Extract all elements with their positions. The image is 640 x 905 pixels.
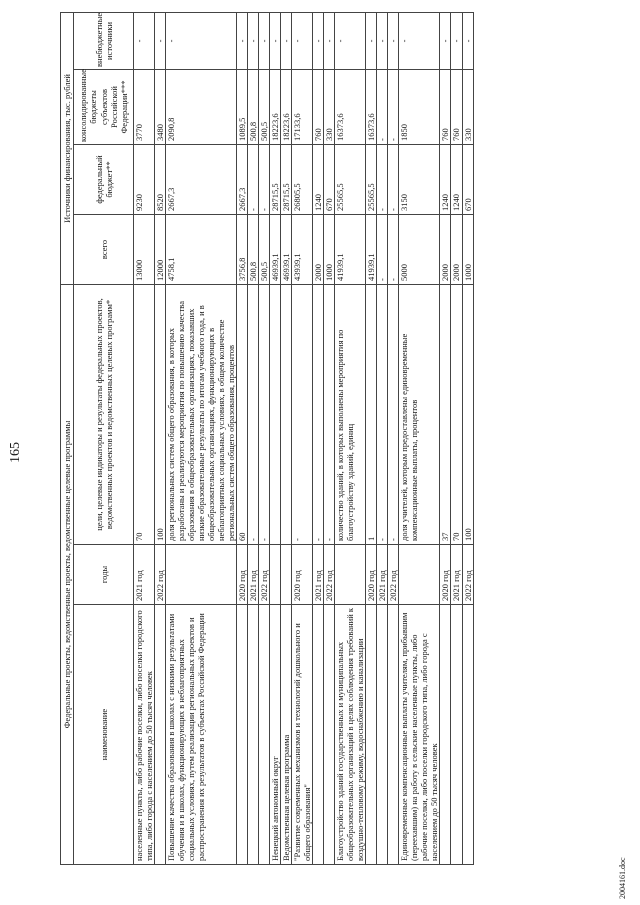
row-federal: 28715,5 — [270, 144, 281, 214]
row-federal: 25565,5 — [335, 144, 366, 214]
row-name — [259, 605, 270, 865]
table-row — [259, 12, 270, 864]
row-regional: 18223,6 — [281, 69, 292, 144]
row-extra: - — [281, 12, 292, 69]
row-year: 2022 год — [462, 545, 473, 605]
row-total: 2000 — [313, 214, 324, 284]
row-regional: 18223,6 — [270, 69, 281, 144]
row-year: 2021 год — [134, 545, 155, 605]
row-year: 2020 год — [366, 545, 377, 605]
row-year: 2022 год — [388, 545, 399, 605]
row-regional: - — [377, 69, 388, 144]
row-indicator: - — [388, 284, 399, 544]
table-row — [440, 12, 451, 864]
row-indicator: - — [292, 284, 313, 544]
table-row — [388, 12, 399, 864]
row-total: 4758,1 — [166, 214, 237, 284]
budget-table — [60, 12, 474, 865]
row-name — [377, 605, 388, 865]
table-row — [399, 12, 440, 864]
row-total: 13000 — [134, 214, 155, 284]
table-row — [134, 12, 155, 864]
row-name: Ненецкий автономный округ — [270, 605, 281, 865]
row-extra: - — [399, 12, 440, 69]
row-extra: - — [324, 12, 335, 69]
row-year: 2022 год — [155, 545, 166, 605]
row-extra: - — [377, 12, 388, 69]
row-total: 3756,8 — [237, 214, 248, 284]
row-extra: - — [259, 12, 270, 69]
row-year — [270, 545, 281, 605]
row-total: 1000 — [324, 214, 335, 284]
row-regional: 3770 — [134, 69, 155, 144]
row-indicator: 100 — [155, 284, 166, 544]
table-row — [377, 12, 388, 864]
row-federal: - — [388, 144, 399, 214]
row-total: 43939,1 — [292, 214, 313, 284]
table-row — [281, 12, 292, 864]
table-row — [155, 12, 166, 864]
table-row — [451, 12, 462, 864]
row-year — [166, 545, 237, 605]
row-year: 2020 год — [292, 545, 313, 605]
table-row — [270, 12, 281, 864]
table-row — [462, 12, 473, 864]
row-federal: 1240 — [313, 144, 324, 214]
row-extra: - — [388, 12, 399, 69]
row-total: 1000 — [462, 214, 473, 284]
header-total: всего — [74, 214, 134, 284]
row-total: 500,8 — [248, 214, 259, 284]
row-name: населенные пункты, либо рабочие поселки, либо поселки городского типа, либо города с населением до 50 тысяч человек — [134, 605, 155, 865]
row-indicator: доля региональных систем общего образования, в которых разработаны и реализуются мероприятия по повышению качества образования в общеобразовательных организациях, показавших низкие образовательные результаты по итогам учебного года, и в общеобразовательных организациях, функционирующих в неблагоприятных социальных условиях, в общем количестве региональных систем общего образования, процентов — [166, 284, 237, 544]
row-regional: 330 — [462, 69, 473, 144]
row-indicator: - — [248, 284, 259, 544]
row-extra: - — [270, 12, 281, 69]
header-group-projects: Федеральные проекты, ведомственные проекты, ведомственные целевые программы — [61, 284, 74, 864]
row-year — [399, 545, 440, 605]
row-name: "Развитие современных механизмов и технологий дошкольного и общего образования" — [292, 605, 313, 865]
row-extra: - — [313, 12, 324, 69]
row-indicator — [270, 284, 281, 544]
header-group-funding: Источники финансирования, тыс. рублей — [61, 12, 74, 284]
row-indicator: доля учителей, которым предоставлены единовременные компенсационные выплаты, процентов — [399, 284, 440, 544]
row-extra: - — [237, 12, 248, 69]
row-extra: - — [248, 12, 259, 69]
row-indicator: 37 — [440, 284, 451, 544]
row-total: 500,5 — [259, 214, 270, 284]
header-indicators: цели, целевые индикаторы и результаты федеральных проектов, ведомственных проектов и ведомственных целевых программ* — [74, 284, 134, 544]
row-year: 2021 год — [248, 545, 259, 605]
table-row — [237, 12, 248, 864]
row-indicator: - — [313, 284, 324, 544]
row-regional: 330 — [324, 69, 335, 144]
header-years: годы — [74, 545, 134, 605]
row-federal: 1240 — [451, 144, 462, 214]
row-federal: 670 — [324, 144, 335, 214]
row-extra: - — [134, 12, 155, 69]
row-regional: 1850 — [399, 69, 440, 144]
row-year: 2021 год — [377, 545, 388, 605]
row-year: 2021 год — [451, 545, 462, 605]
row-total: 5000 — [399, 214, 440, 284]
row-regional: 2090,8 — [166, 69, 237, 144]
row-indicator: - — [377, 284, 388, 544]
row-federal: - — [248, 144, 259, 214]
row-total: 41939,1 — [366, 214, 377, 284]
row-name — [313, 605, 324, 865]
row-indicator: - — [259, 284, 270, 544]
row-federal: 2667,3 — [237, 144, 248, 214]
row-federal: 25565,5 — [366, 144, 377, 214]
row-name: Благоустройство зданий государственных и муниципальных общеобразовательных организаций в целях соблюдения требований к воздушно-тепловому режиму, водоснабжению и канализации — [335, 605, 366, 865]
table-row — [366, 12, 377, 864]
row-regional: 17133,6 — [292, 69, 313, 144]
row-name: Единовременные компенсационные выплаты учителям, прибывшим (переехавшим) на работу в сельские населенные пункты, либо рабочие поселки, либо поселки городского типа, либо города с населением до 50 тысяч человек — [399, 605, 440, 865]
header-extra: внебюджетные источники — [74, 12, 134, 69]
row-federal: 670 — [462, 144, 473, 214]
page-number: 165 — [8, 442, 23, 463]
row-indicator: 1 — [366, 284, 377, 544]
row-indicator: 60 — [237, 284, 248, 544]
row-extra: - — [292, 12, 313, 69]
row-name — [248, 605, 259, 865]
row-indicator: - — [324, 284, 335, 544]
row-extra: - — [366, 12, 377, 69]
row-name — [155, 605, 166, 865]
row-year: 2020 год — [440, 545, 451, 605]
row-federal: - — [377, 144, 388, 214]
row-extra: - — [166, 12, 237, 69]
row-regional: - — [388, 69, 399, 144]
row-federal: 26805,5 — [292, 144, 313, 214]
row-indicator: 70 — [451, 284, 462, 544]
row-total: 46939,1 — [270, 214, 281, 284]
header-federal: федеральный бюджет** — [74, 144, 134, 214]
row-total: 41939,1 — [335, 214, 366, 284]
row-extra: - — [451, 12, 462, 69]
header-regional: консолидированные бюджеты субъектов Российской Федерации*** — [74, 69, 134, 144]
row-regional: 500,8 — [248, 69, 259, 144]
row-name — [451, 605, 462, 865]
table-body — [134, 12, 474, 864]
row-indicator: количество зданий, в которых выполнены мероприятия по благоустройству зданий, единиц — [335, 284, 366, 544]
row-federal: 3150 — [399, 144, 440, 214]
row-name: Ведомственная целевая программа — [281, 605, 292, 865]
row-indicator: 100 — [462, 284, 473, 544]
row-total: - — [388, 214, 399, 284]
row-total: - — [377, 214, 388, 284]
row-total: 2000 — [440, 214, 451, 284]
row-name — [388, 605, 399, 865]
row-name — [324, 605, 335, 865]
row-extra: - — [462, 12, 473, 69]
row-indicator — [281, 284, 292, 544]
row-regional: 500,5 — [259, 69, 270, 144]
row-year: 2022 год — [259, 545, 270, 605]
row-regional: 760 — [451, 69, 462, 144]
row-federal: 1240 — [440, 144, 451, 214]
row-federal: 8520 — [155, 144, 166, 214]
row-regional: 16373,6 — [335, 69, 366, 144]
row-total: 46939,1 — [281, 214, 292, 284]
row-federal: 28715,5 — [281, 144, 292, 214]
row-regional: 760 — [440, 69, 451, 144]
table-row — [324, 12, 335, 864]
row-year — [281, 545, 292, 605]
row-year: 2021 год — [313, 545, 324, 605]
row-regional: 1089,5 — [237, 69, 248, 144]
row-total: 2000 — [451, 214, 462, 284]
row-extra: - — [155, 12, 166, 69]
table-row — [248, 12, 259, 864]
row-total: 12000 — [155, 214, 166, 284]
row-federal: 9230 — [134, 144, 155, 214]
row-name — [462, 605, 473, 865]
row-regional: 760 — [313, 69, 324, 144]
row-year: 2020 год — [237, 545, 248, 605]
row-regional: 16373,6 — [366, 69, 377, 144]
row-federal: 2667,3 — [166, 144, 237, 214]
header-name: наименование — [74, 605, 134, 865]
row-year — [335, 545, 366, 605]
row-year: 2022 год — [324, 545, 335, 605]
row-extra: - — [440, 12, 451, 69]
row-extra: - — [335, 12, 366, 69]
table-row — [166, 12, 237, 864]
row-regional: 3480 — [155, 69, 166, 144]
row-indicator: 70 — [134, 284, 155, 544]
file-name: 2004161.doc — [618, 857, 627, 899]
table-row — [292, 12, 313, 864]
row-name — [237, 605, 248, 865]
row-name — [366, 605, 377, 865]
row-name: Повышение качества образования в школах с низкими результатами обучения и в школах, функционирующих в неблагоприятных социальных условиях, путем реализации региональных проектов и распространения их результатов в субъектах Российской Федерации — [166, 605, 237, 865]
row-federal: - — [259, 144, 270, 214]
table-row — [313, 12, 324, 864]
table-row — [335, 12, 366, 864]
row-name — [440, 605, 451, 865]
